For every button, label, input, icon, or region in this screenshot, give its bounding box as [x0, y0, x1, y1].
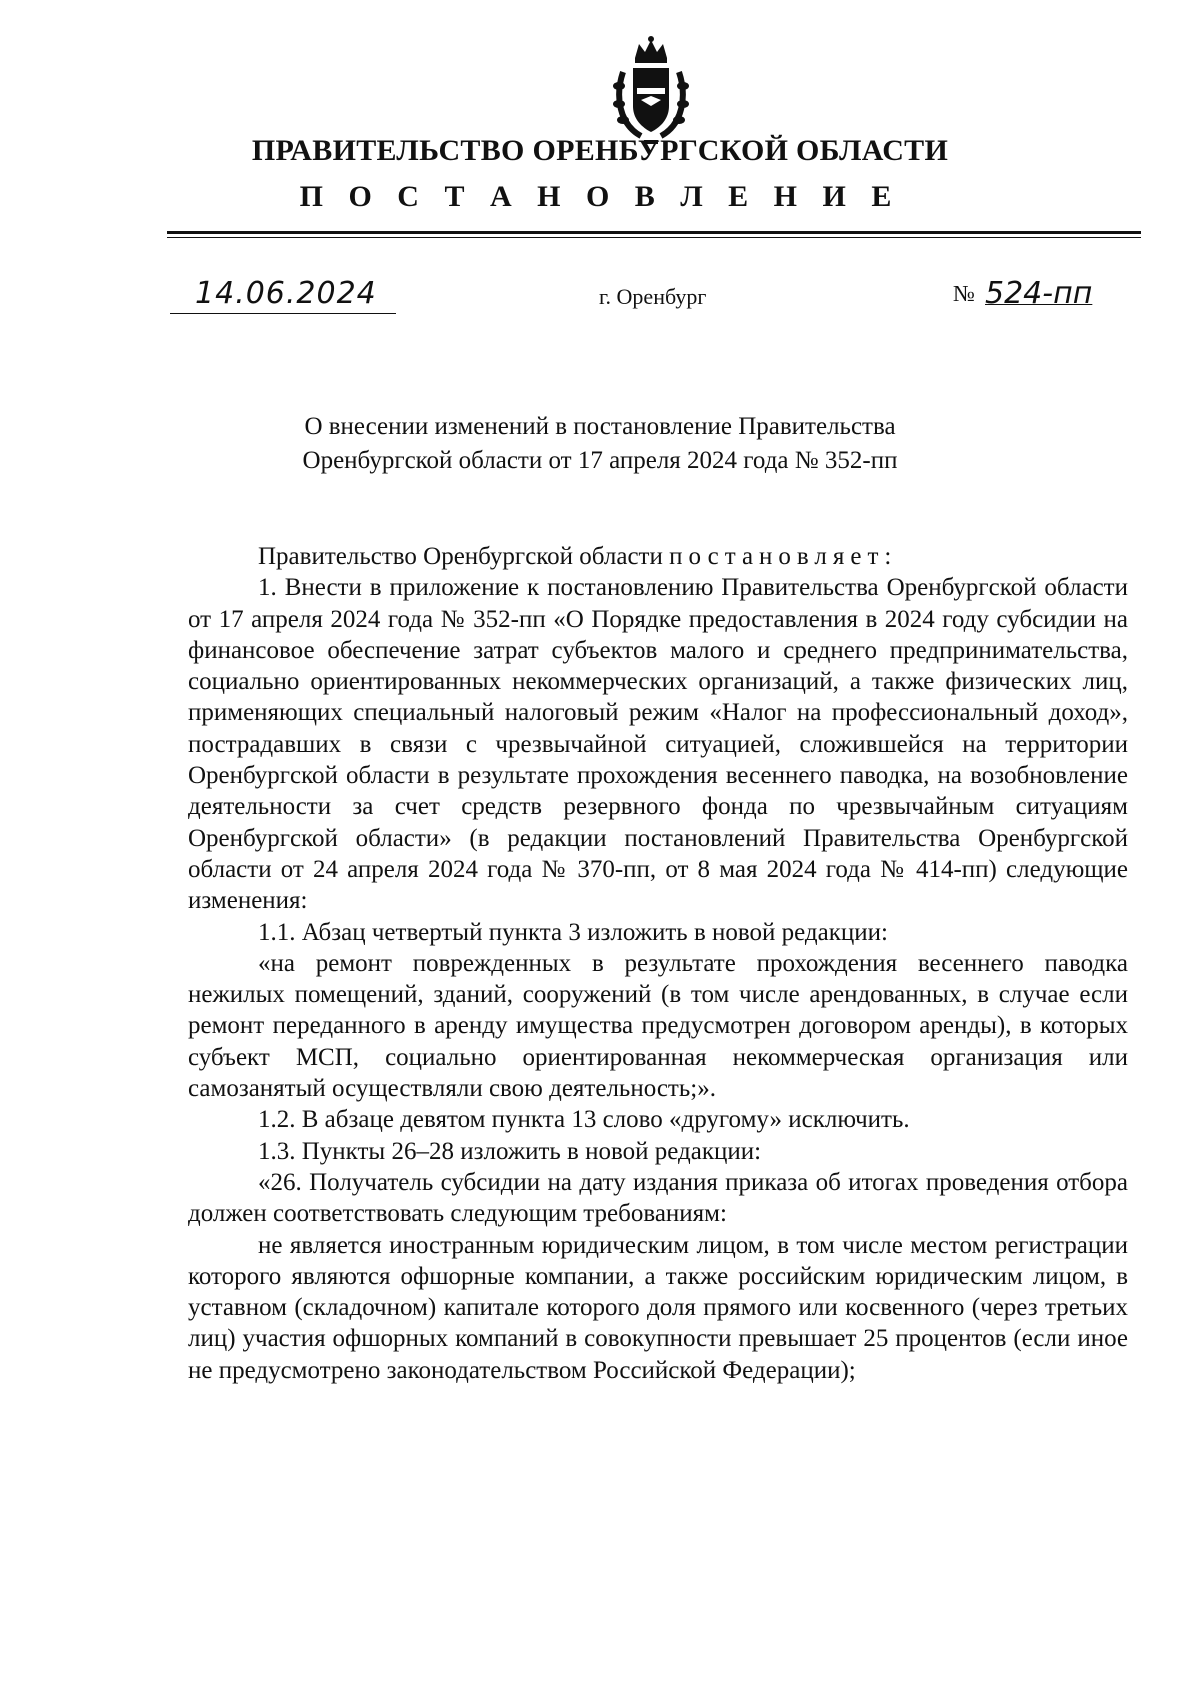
preamble-text: Правительство Оренбургской области [258, 543, 670, 570]
title-line-2: Оренбургской области от 17 апреля 2024 года № 352-пп [302, 447, 898, 474]
document-type: П О С Т А Н О В Л Е Н И Е [299, 180, 901, 213]
paragraph-1-1-text: «на ремонт поврежденных в результате прохождения весеннего паводка нежилых помещений, зданий, сооружений (в том числе арендованных, в случае если ремонт переданного в аренду имущества предусмотрен договором аренды), в которых субъект МСП, социально ориентированная некоммерческая организация или самозанятый осуществляли свою деятельность;». [188, 949, 1128, 1103]
coat-of-arms-emblem [611, 36, 691, 144]
date-underline [170, 313, 396, 314]
organization-name: ПРАВИТЕЛЬСТВО ОРЕНБУРГСКОЙ ОБЛАСТИ [251, 134, 949, 167]
header-divider-thick [167, 231, 1141, 234]
document-city: г. Оренбург [599, 284, 707, 309]
document-date: 14.06.2024 [195, 276, 377, 311]
paragraph-26-requirement: не является иностранным юридическим лицом, в том числе местом регистрации которого являются офшорные компании, а также российским юридическим лицом, в уставном (складочном) капитале которого доля прямого или косвенного (через третьих лиц) участия офшорных компаний в совокупности превышает 25 процентов (если иное не предусмотрено законодательством Российской Федерации); [188, 1231, 1128, 1384]
paragraph-1-2: 1.2. В абзаце девятом пункта 13 слово «другому» исключить. [258, 1106, 910, 1134]
document-number: 524-пп [985, 276, 1093, 311]
document-body [188, 541, 1128, 1386]
paragraph-1-3: 1.3. Пункты 26–28 изложить в новой редакции: [258, 1137, 762, 1165]
header-divider-thin [167, 237, 1141, 238]
paragraph-1-1: 1.1. Абзац четвертый пункта 3 изложить в новой редакции: [258, 918, 888, 946]
title-line-1: О внесении изменений в постановление Правительства [304, 413, 896, 440]
paragraph-1: 1. Внести в приложение к постановлению Правительства Оренбургской области от 17 апреля 2024 года № 352-пп «О Порядке предоставления в 2024 году субсидии на финансовое обеспечение затрат субъектов малого и среднего предпринимательства, социально ориентированных некоммерческих организаций, а также физических лиц, применяющих специальный налоговый режим «Налог на профессиональный доход», пострадавших в связи с чрезвычайной ситуацией, сложившейся на территории Оренбургской области в результате прохождения весеннего паводка, на возобновление деятельности за счет средств резервного фонда по чрезвычайным ситуациям Оренбургской области» (в редакции постановлений Правительства Оренбургской области от 24 апреля 2024 года № 370-пп, от 8 мая 2024 года № 414-пп) следующие изменения: [188, 574, 1128, 915]
preamble-verb: постановляет: [669, 543, 898, 570]
paragraph-26: «26. Получатель субсидии на дату издания приказа об итогах проведения отбора должен соответствовать следующим требованиям: [188, 1168, 1128, 1228]
number-label: № [953, 281, 975, 306]
preamble [188, 541, 1128, 572]
document-title [0, 410, 1200, 478]
